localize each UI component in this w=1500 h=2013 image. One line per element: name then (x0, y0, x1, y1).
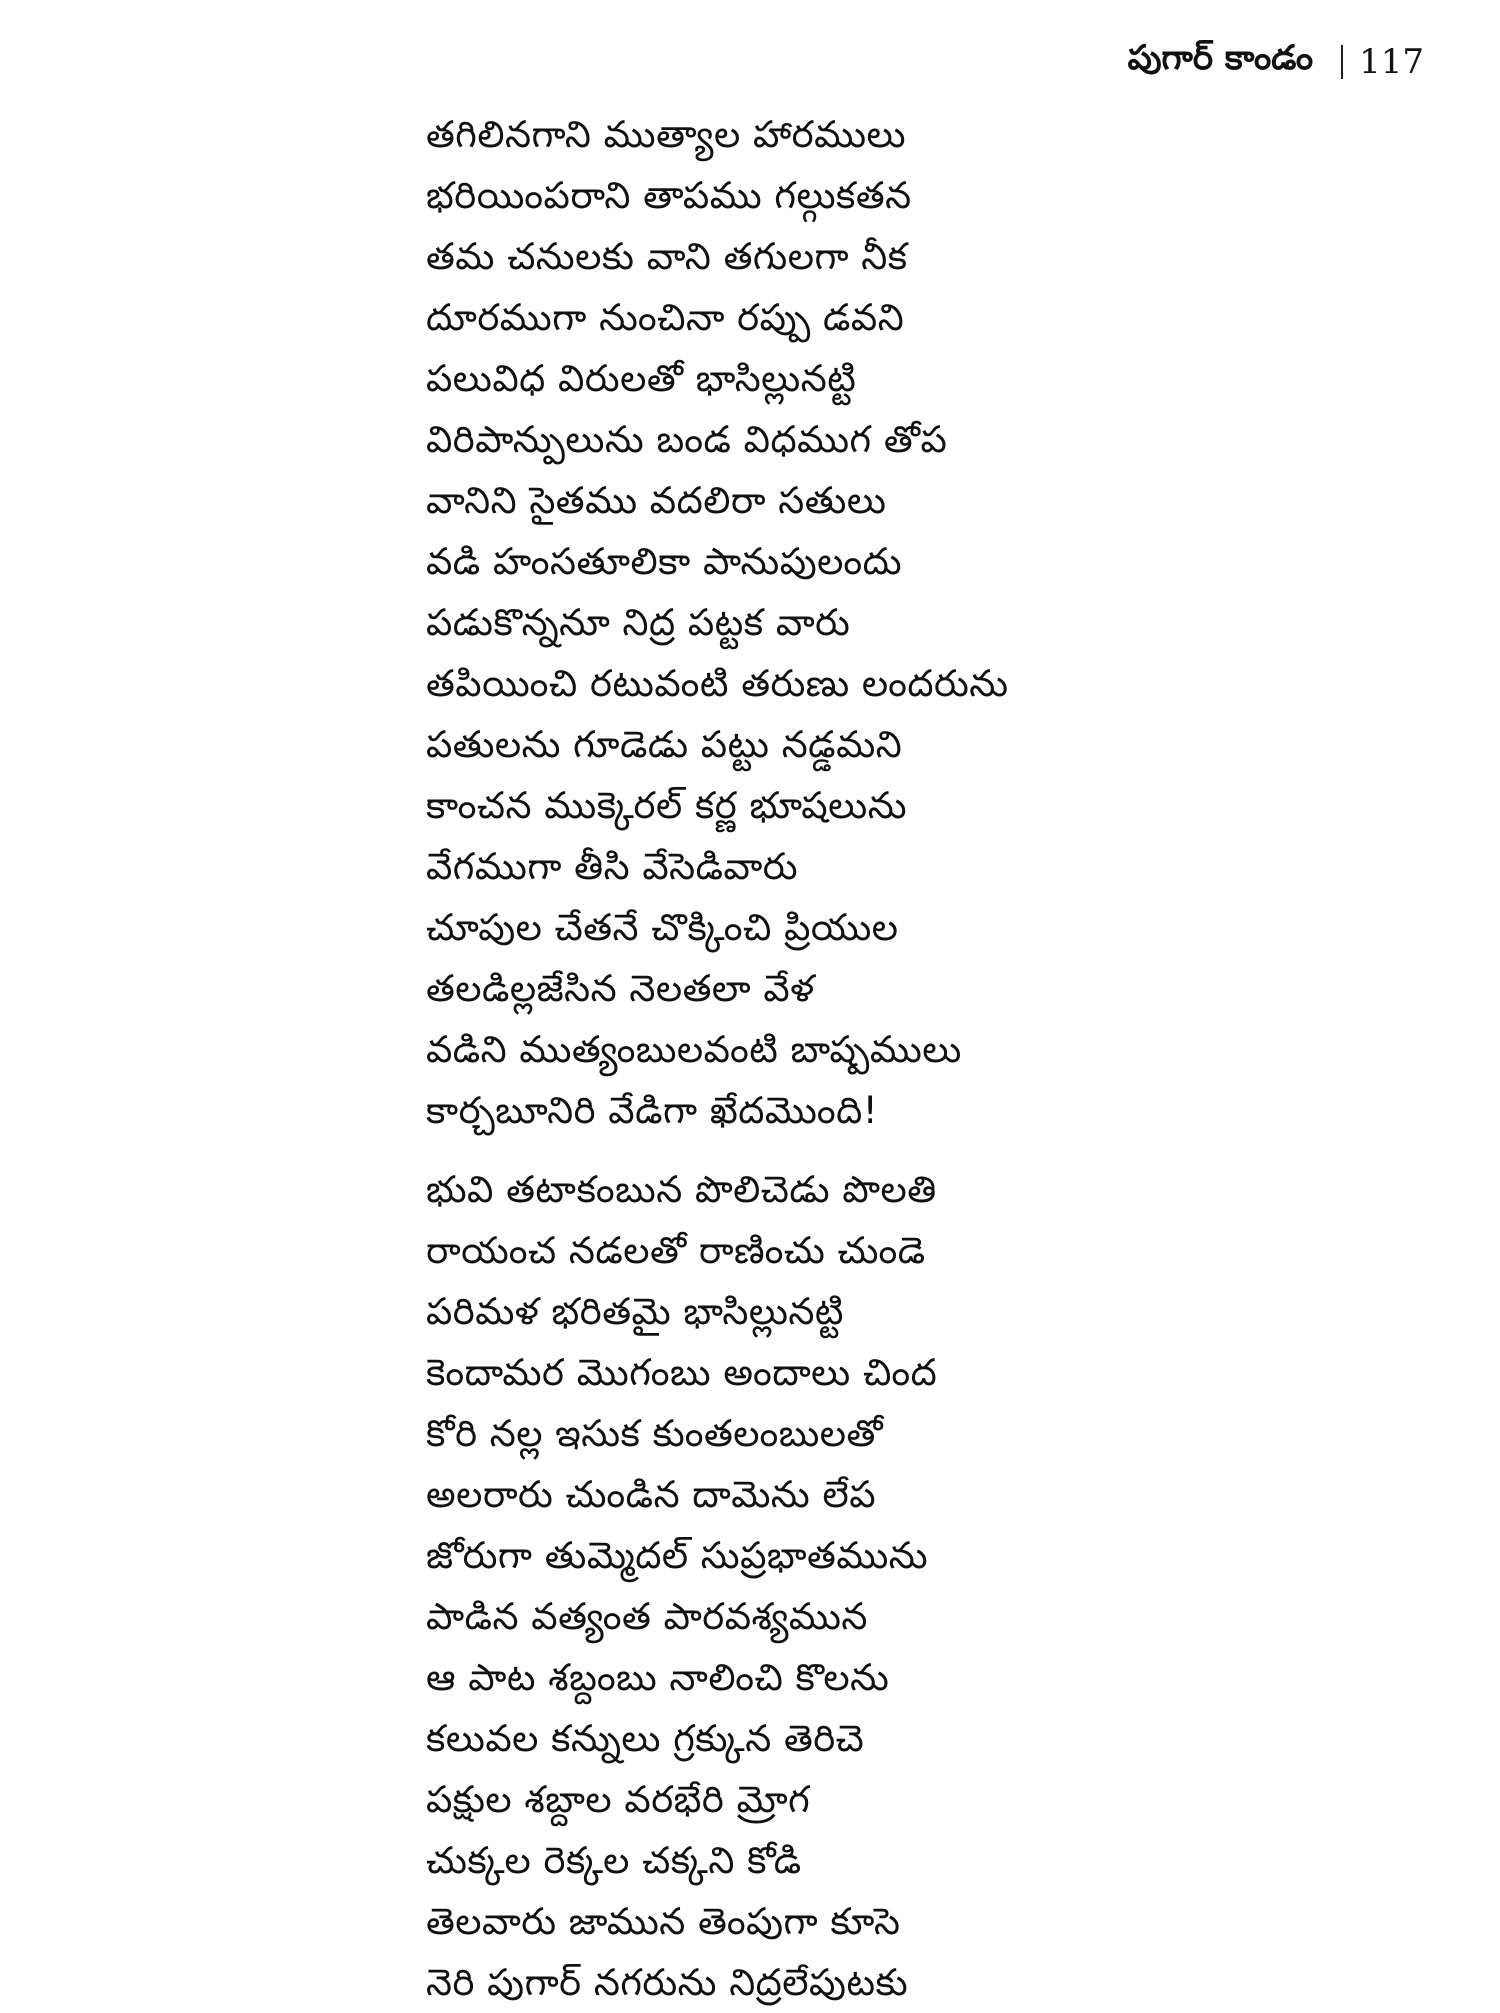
poem-line: దూరముగా నుంచినా రప్పు డవని (426, 296, 905, 339)
poem-line: వడిని ముత్యంబులవంటి బాష్పములు (426, 1028, 962, 1071)
poem-line: కెందామర మొగంబు అందాలు చింద (426, 1351, 938, 1394)
chapter-title: పుగార్ కాండం (1127, 38, 1314, 78)
poem-line: అలరారు చుండిన దామెను లేప (426, 1473, 877, 1516)
poem-line: ఆ పాట శబ్దంబు నాలించి కొలను (426, 1656, 890, 1699)
poem-line: పక్షుల శబ్దాల వరభేరి మ్రోగ (426, 1778, 811, 1821)
poem-line: వానిని సైతము వదలిరా సతులు (426, 479, 887, 522)
poem-line: పడుకొన్ననూ నిద్ర పట్టక వారు (426, 601, 851, 644)
poem-line: కాంచన ముక్కెరల్ కర్ణ భూషలును (426, 784, 907, 827)
poem-line: పరిమళ భరితమై భాసిల్లునట్టి (426, 1290, 844, 1333)
page-number: 117 (1359, 42, 1424, 82)
poem-line: జోరుగా తుమ్మెదల్ సుప్రభాతమును (426, 1534, 929, 1577)
poem-line: వడి హంసతూలికా పానుపులందు (426, 540, 903, 583)
poem-line: పాడిన వత్యంత పారవశ్యమున (426, 1595, 868, 1638)
poem-line: తగిలినగాని ముత్యాల హారములు (426, 113, 907, 156)
poem-line: తపియించి రటువంటి తరుణు లందరును (426, 662, 1009, 705)
poem-line: నెరి పుగార్ నగరును నిద్రలేపుటకు (426, 1961, 909, 2004)
poem-line: చుక్కల రెక్కల చక్కని కోడి (426, 1839, 802, 1882)
poem-line: పలువిధ విరులతో భాసిల్లునట్టి (426, 357, 857, 400)
poem-line: తమ చనులకు వాని తగులగా నీక (426, 235, 908, 278)
stanza (426, 104, 1426, 1141)
poem-line: పతులను గూడెడు పట్టు నడ్డమని (426, 723, 903, 766)
poem-line: విరిపాన్పులును బండ విధముగ తోప (426, 418, 948, 461)
poem-line: తలడిల్లజేసిన నెలతలా వేళ (426, 967, 815, 1010)
poem-line: కార్చబూనిరి వేడిగా ఖేదమొంది! (426, 1089, 879, 1132)
poem-line: కోరి నల్ల ఇసుక కుంతలంబులతో (426, 1412, 884, 1455)
poem-line: భువి తటాకంబున పొలిచెడు పొలతి (426, 1168, 937, 1211)
poem-line: భరియింపరాని తాపము గల్గుకతన (426, 174, 912, 217)
stanza (426, 1159, 1426, 2013)
running-head (1128, 38, 1424, 86)
poem-body (426, 104, 1426, 2013)
poem-line: కలువల కన్నులు గ్రక్కున తెరిచె (426, 1717, 865, 1760)
header-divider (1341, 45, 1343, 79)
poem-line: తెలవారు జామున తెంపుగా కూసె (426, 1900, 901, 1943)
poem-line: వేగముగా తీసి వేసెడివారు (426, 845, 799, 888)
poem-line: రాయంచ నడలతో రాణించు చుండె (426, 1229, 926, 1272)
poem-line: చూపుల చేతనే చొక్కించి ప్రియుల (426, 906, 899, 949)
